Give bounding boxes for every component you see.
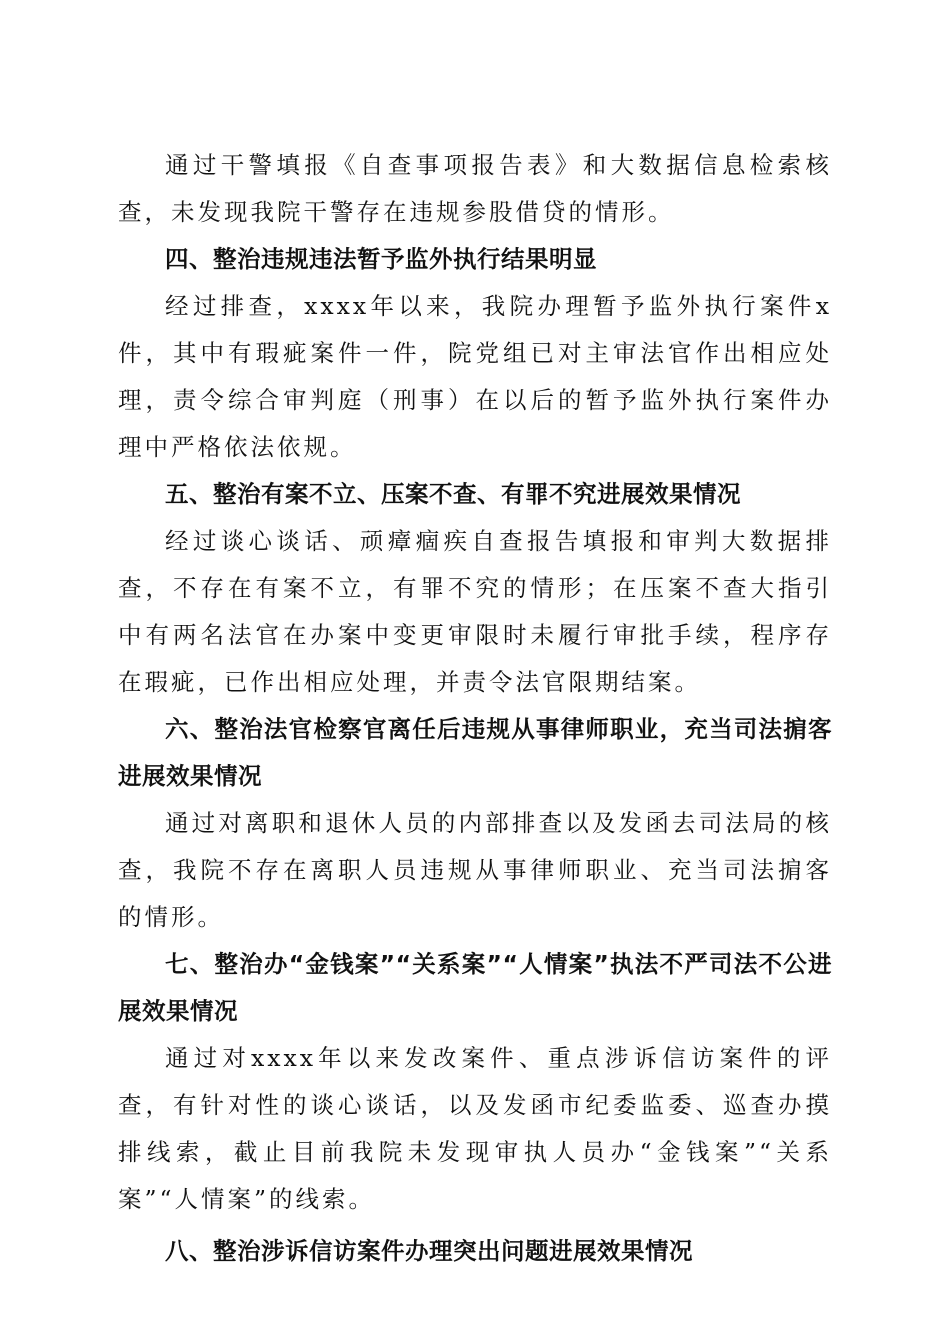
heading-section-8: 八、整治涉诉信访案件办理突出问题进展效果情况 [165,1237,693,1265]
document-page [118,142,832,1275]
paragraph-section-7: 通过对xxxx年以来发改案件、重点涉诉信访案件的评查，有针对性的谈心谈话，以及发函市纪委监委、巡查办摸排线索，截止目前我院未发现审执人员办“金钱案”“关系案”“人情案”的线索。 [118,1044,832,1213]
heading-section-5: 五、整治有案不立、压案不查、有罪不究进展效果情况 [165,480,741,508]
paragraph-section-4: 经过排查，xxxx年以来，我院办理暂予监外执行案件x件，其中有瑕疵案件一件，院党组已对主审法官作出相应处理，责令综合审判庭（刑事）在以后的暂予监外执行案件办理中严格依法依规。 [118,292,832,461]
heading-section-4: 四、整治违规违法暂予监外执行结果明显 [165,245,597,273]
paragraph-section-5: 经过谈心谈话、顽瘴痼疾自查报告填报和审判大数据排查，不存在有案不立，有罪不究的情形；在压案不查大指引中有两名法官在办案中变更审限时未履行审批手续，程序存在瑕疵，已作出相应处理，并责令法官限期结案。 [118,527,832,696]
heading-section-6: 六、整治法官检察官离任后违规从事律师职业，充当司法掮客进展效果情况 [118,715,832,790]
heading-section-7: 七、整治办“金钱案”“关系案”“人情案”执法不严司法不公进展效果情况 [118,950,832,1025]
paragraph-self-check-result: 通过干警填报《自查事项报告表》和大数据信息检索核查，未发现我院干警存在违规参股借贷的情形。 [118,151,832,226]
paragraph-section-6: 通过对离职和退休人员的内部排查以及发函去司法局的核查，我院不存在离职人员违规从事律师职业、充当司法掮客的情形。 [118,809,832,931]
